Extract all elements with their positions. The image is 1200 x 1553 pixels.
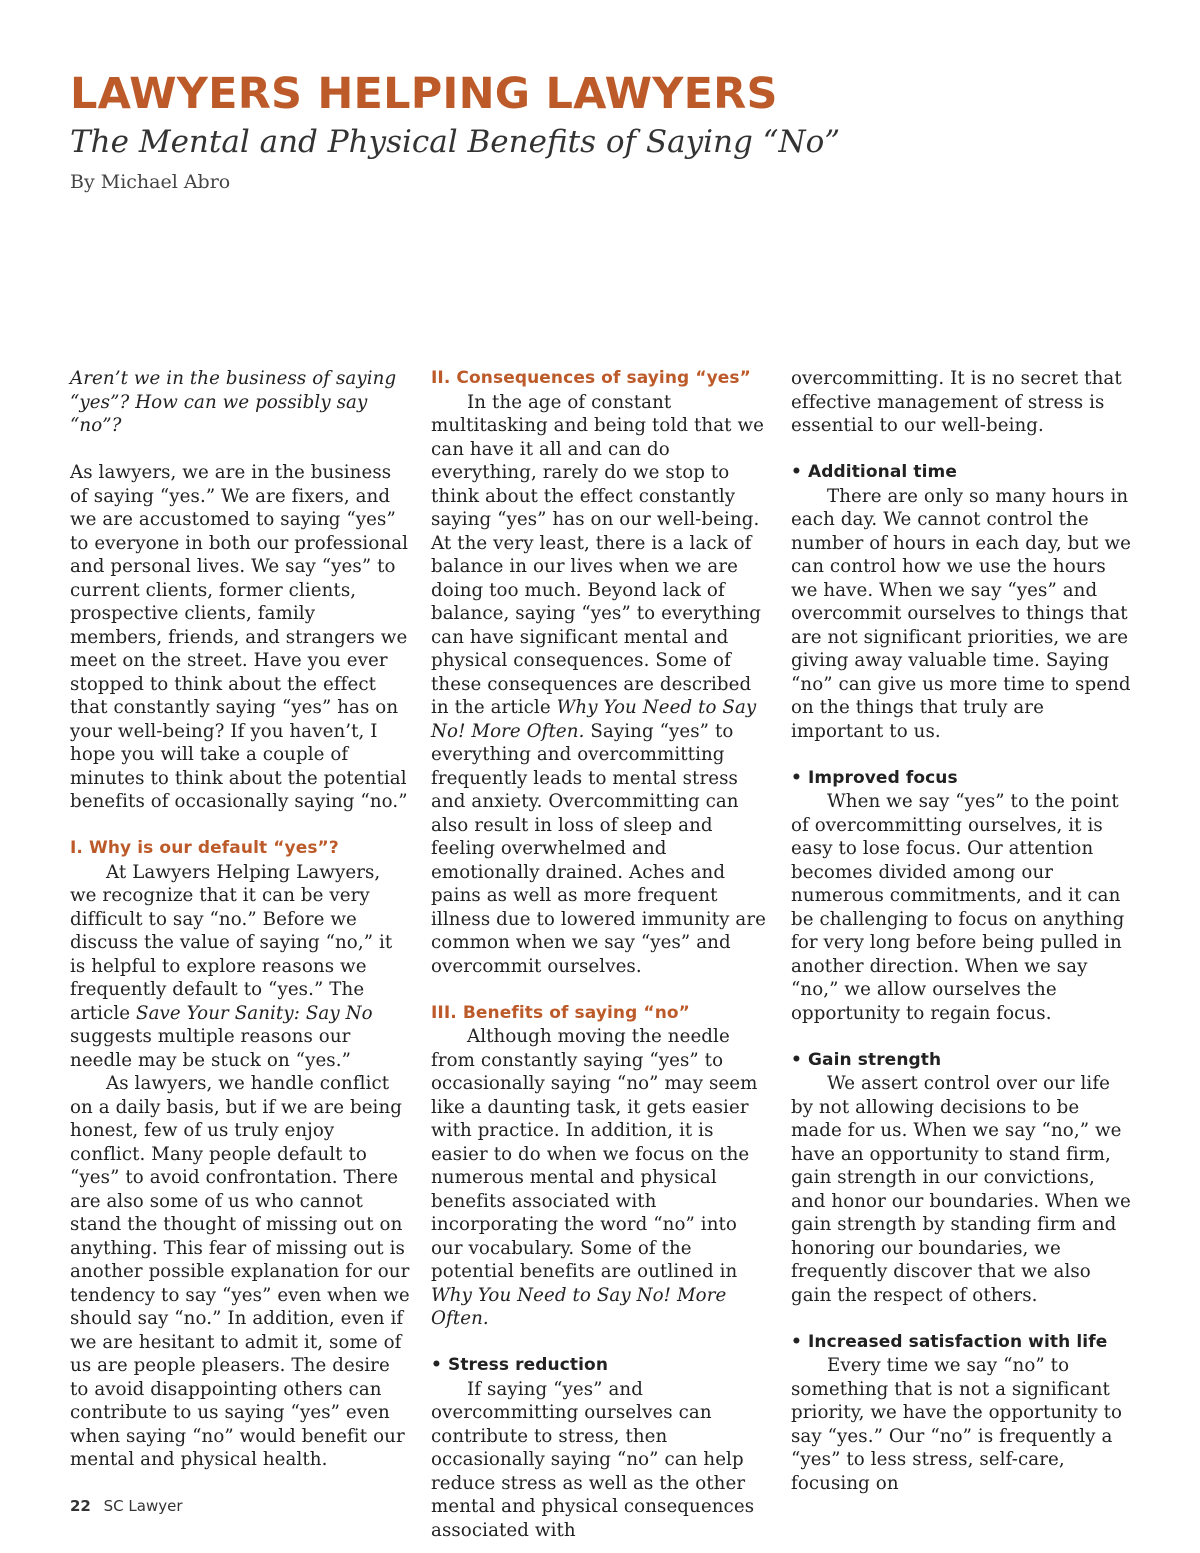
paragraph-text: Saying “yes” to everything and overcommitting frequently leads to mental stress and anxiety. Overcommitting can also result in loss of sleep and feeling overwhelmed and emotionally drained. Aches and pains as well as more frequent illness due to lowered immunity are common when we say “yes” and overcommit ourselves. xyxy=(431,720,767,977)
paragraph-text: In the age of constant multitasking and being told that we can have it all and can do everything, rarely do we stop to think about the effect constantly saying “yes” has on our well-being. At the very least, there is a lack of balance in our lives when we are doing too much. Beyond lack of balance, saying “yes” to everything can have significant mental and physical consequences. Some of these consequences are described in the article xyxy=(431,391,764,718)
paragraph: If saying “yes” and overcommitting ourselves can contribute to stress, then occasionally saying “no” can help reduce stress as well as the other mental and physical consequences associated with xyxy=(431,1378,755,1541)
paragraph: overcommitting. It is no secret that effective management of stress is essential to our well-being. xyxy=(791,368,1122,436)
paragraph-text: suggests multiple reasons our needle may be stuck on “yes.” xyxy=(70,1026,352,1071)
page-number: 22 xyxy=(70,1497,91,1515)
publication-name: SC Lawyer xyxy=(103,1497,183,1515)
article-title: LAWYERS HELPING LAWYERS xyxy=(70,69,778,119)
byline: By Michael Abro xyxy=(70,171,231,193)
paragraph: As lawyers, we handle conflict on a daily basis, but if we are being honest, few of us truly enjoy conflict. Many people default to “yes” to avoid confrontation. There are also some of us who cannot stand the thought of missing out on anything. This fear of missing out is another possible explanation for our tendency to say “yes” even when we should say “no.” In addition, even if we are hesitant to admit it, some of us are people pleasers. The desire to avoid disappointing others can contribute to us saying “yes” even when saying “no” would benefit our mental and physical health. xyxy=(70,1073,410,1470)
subheading-stress-reduction: • Stress reduction xyxy=(431,1355,609,1375)
paragraph: Every time we say “no” to something that is not a significant priority, we have the opportunity to say “yes.” Our “no” is frequently a “yes” to less stress, self-care, focusing on xyxy=(791,1355,1123,1494)
intro-question: Aren’t we in the business of saying “yes”? How can we possibly say “no”? xyxy=(70,368,397,436)
subheading-increased-satisfaction: • Increased satisfaction with life xyxy=(791,1331,1108,1352)
subheading-gain-strength: • Gain strength xyxy=(791,1049,942,1070)
section-heading-3: III. Benefits of saying “no” xyxy=(431,1002,690,1023)
section-heading-2: II. Consequences of saying “yes” xyxy=(431,368,751,388)
column-2 xyxy=(431,367,773,1542)
column-3 xyxy=(791,367,1133,1495)
article-subtitle: The Mental and Physical Benefits of Saying “No” xyxy=(70,124,841,160)
paragraph xyxy=(70,861,412,1073)
section-heading-1: I. Why is our default “yes”? xyxy=(70,838,339,858)
paragraph-text: At Lawyers Helping Lawyers, we recognize that it can be very difficult to say “no.” Before we discuss the value of saying “no,” it is helpful to explore reasons we frequently default to “yes.” The article xyxy=(70,861,393,1024)
paragraph: We assert control over our life by not allowing decisions to be made for us. When we say “no,” we have an opportunity to stand firm, gain strength in our convictions, and honor our boundaries. When we gain strength by standing firm and honoring our boundaries, we frequently discover that we also gain the respect of others. xyxy=(791,1073,1131,1306)
article-header xyxy=(70,70,840,194)
page-footer xyxy=(70,1497,183,1515)
paragraph: When we say “yes” to the point of overcommitting ourselves, it is easy to lose focus. Our attention becomes divided among our numerous commitments, and it can be challenging to focus on anything for very long before being pulled in another direction. When we say “no,” we allow ourselves the opportunity to regain focus. xyxy=(791,791,1125,1024)
paragraph: There are only so many hours in each day. We cannot control the number of hours in each day, but we can control how we use the hours we have. When we say “yes” and overcommit ourselves to things that are not significant priorities, we are giving away valuable time. Saying “no” can give us more time to spend on the things that truly are important to us. xyxy=(791,485,1131,742)
subheading-additional-time: • Additional time xyxy=(791,462,957,482)
subheading-improved-focus: • Improved focus xyxy=(791,767,958,788)
paragraph: As lawyers, we are in the business of saying “yes.” We are fixers, and we are accustomed to saying “yes” to everyone in both our professional and personal lives. We say “yes” to current clients, former clients, prospective clients, family members, friends, and strangers we meet on the street. Have you ever stopped to think about the effect that constantly saying “yes” has on your well-being? If you haven’t, I hope you will take a couple of minutes to think about the potential benefits of occasionally saying “no.” xyxy=(70,462,409,812)
paragraph xyxy=(431,391,773,979)
column-1 xyxy=(70,367,412,1472)
paragraph xyxy=(431,1025,773,1331)
article-reference: Save Your Sanity: Say No xyxy=(136,1002,373,1024)
article-reference: Why You Need to Say No! More Often. xyxy=(431,1284,727,1329)
article-reference: Why You Need to Say No! More Often. xyxy=(431,697,757,742)
paragraph-text: Although moving the needle from constantly saying “yes” to occasionally saying “no” may seem like a daunting task, it gets easier with practice. In addition, it is easier to do when we focus on the numerous mental and physical benefits associated with incorporating the word “no” into our vocabulary. Some of the potential benefits are outlined in xyxy=(431,1026,758,1282)
